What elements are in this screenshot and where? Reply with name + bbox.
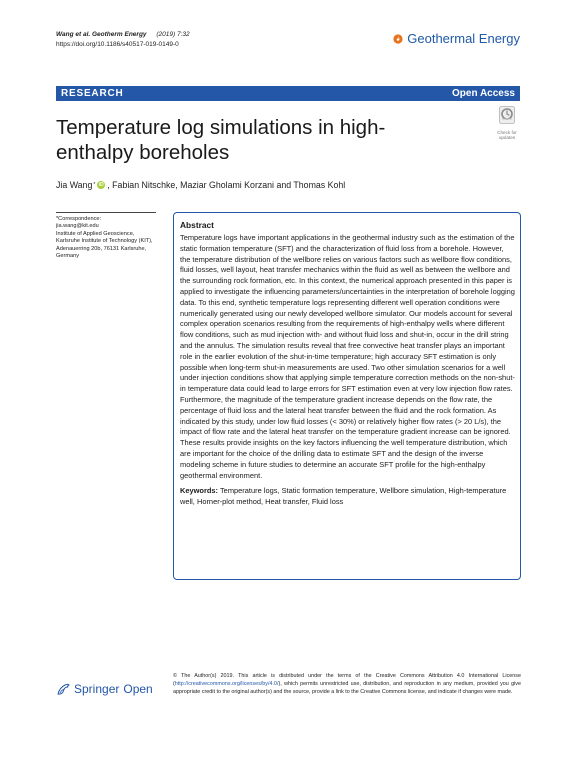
keywords-list: Temperature logs, Static formation temperature, Wellbore simulation, High-temperature well, Horner-plot method, Heat transfer, Fluid loss [180, 486, 507, 507]
correspondence-block [56, 212, 156, 260]
year-volume: (2019) 7:32 [156, 31, 190, 38]
journal-brand[interactable] [393, 31, 520, 46]
orcid-icon[interactable]: iD [98, 182, 104, 188]
check-updates-icon [499, 106, 515, 124]
keywords [180, 486, 515, 508]
abstract-box [173, 212, 521, 580]
article-type-band [56, 86, 520, 101]
license-link[interactable]: http://creativecommons.org/licenses/by/4.0/ [174, 681, 279, 687]
geothermal-logo-icon [393, 34, 403, 44]
correspondence-label: *Correspondence: [56, 216, 102, 222]
license-text-post: ), which permits unrestricted use, distribution, and reproduction in any medium, provided you give appropriate credit to the original author(s) and the source, provide a link to the Creative Commons license, and indicate if changes were made. [173, 681, 521, 695]
keywords-label: Keywords: [180, 486, 219, 496]
affiliation: Institute of Applied Geoscience, Karlsruhe Institute of Technology (KIT), Adenauerring 20b, 76131 Karlsruhe, Germany [56, 230, 153, 260]
journal-citation: Wang et al. Geotherm Energy [56, 31, 147, 38]
author-list [56, 180, 345, 190]
article-title: Temperature log simulations in high-enthalpy boreholes [56, 116, 386, 164]
abstract-heading: Abstract [180, 220, 214, 230]
citation-header [56, 30, 190, 49]
license-text-pre: © The Author(s) 2019. This article is distributed under the terms of the Creative Commons Attribution 4.0 International License ( [173, 673, 521, 687]
coauthors: , Fabian Nitschke, Maziar Gholami Korzani and Thomas Kohl [107, 180, 346, 190]
springer-horse-icon [56, 682, 70, 696]
abstract-text: Temperature logs have important applications in the geothermal industry such as the estimation of the static formation temperature (SFT) and the characterization of fluid loss from a borehole. However, the temperature distribution of the wellbore relies on various factors such as wellbore flow conditions, fluid losses, well layout, heat transfer mechanics within the fluid as well as between the wellbore and the surrounding rock formation, etc. In this context, the numerical approach presented in this paper is applied to investigate the influencing parameters/uncertainties in the interpretation of borehole logging data. To this end, synthetic temperature logs representing different well operation conditions were numerically generated using our newly developed wellbore simulator. Our models account for several complex operation scenarios resulting from the requirements of high-enthalpy wells where different flow conditions, such as mud injection with- and without fluid loss and shut-in, occur in the drill string and the annulus. The simulation results reveal that free convective heat transfer plays an important role in the earlier evolution of the shut-in-time temperature; high accuracy SFT estimation is only possible when long-term shut-in measurements are used. Two other simulation scenarios for a well under injection conditions show that applying simple temperature correction methods on the non-shut-in temperature data could lead to large errors for SFT estimation even at very low injection flow rates. Furthermore, the magnitude of the temperature gradient increase depends on the flow rate, the percentage of fluid loss and the lateral heat transfer between the fluid and the rock formation. As indicated by this study, under low fluid losses (< 30%) or relatively higher flow rates (> 20 L/s), the impact of flow rate and the lateral heat transfer on the temperature gradient increase can be ignored. These results provide insights on the key factors influencing the well temperature distribution, which are important for the choice of the drilling data to estimate SFT and the design of the inverse modeling scheme in future studies to determine an accurate SFT profile for the high-enthalpy geothermal environment. [180, 233, 515, 480]
doi-link[interactable]: https://doi.org/10.1186/s40517-019-0149-0 [56, 40, 179, 48]
correspondence-email[interactable]: jia.wang@kit.edu [56, 223, 99, 230]
publisher-name: Springer [74, 682, 120, 696]
check-for-updates-badge[interactable] [493, 106, 521, 140]
journal-name: Geothermal Energy [407, 31, 520, 46]
citation-line [56, 30, 190, 40]
open-access-label: Open Access [452, 88, 515, 99]
publisher-open: Open [123, 682, 153, 696]
check-updates-text: Check for updates [497, 130, 517, 140]
section-label: RESEARCH [61, 88, 124, 99]
license-statement [173, 672, 521, 696]
springer-open-logo[interactable] [56, 682, 153, 696]
correspondence-mark: * [93, 182, 96, 188]
first-author[interactable]: Jia Wang [56, 180, 93, 190]
